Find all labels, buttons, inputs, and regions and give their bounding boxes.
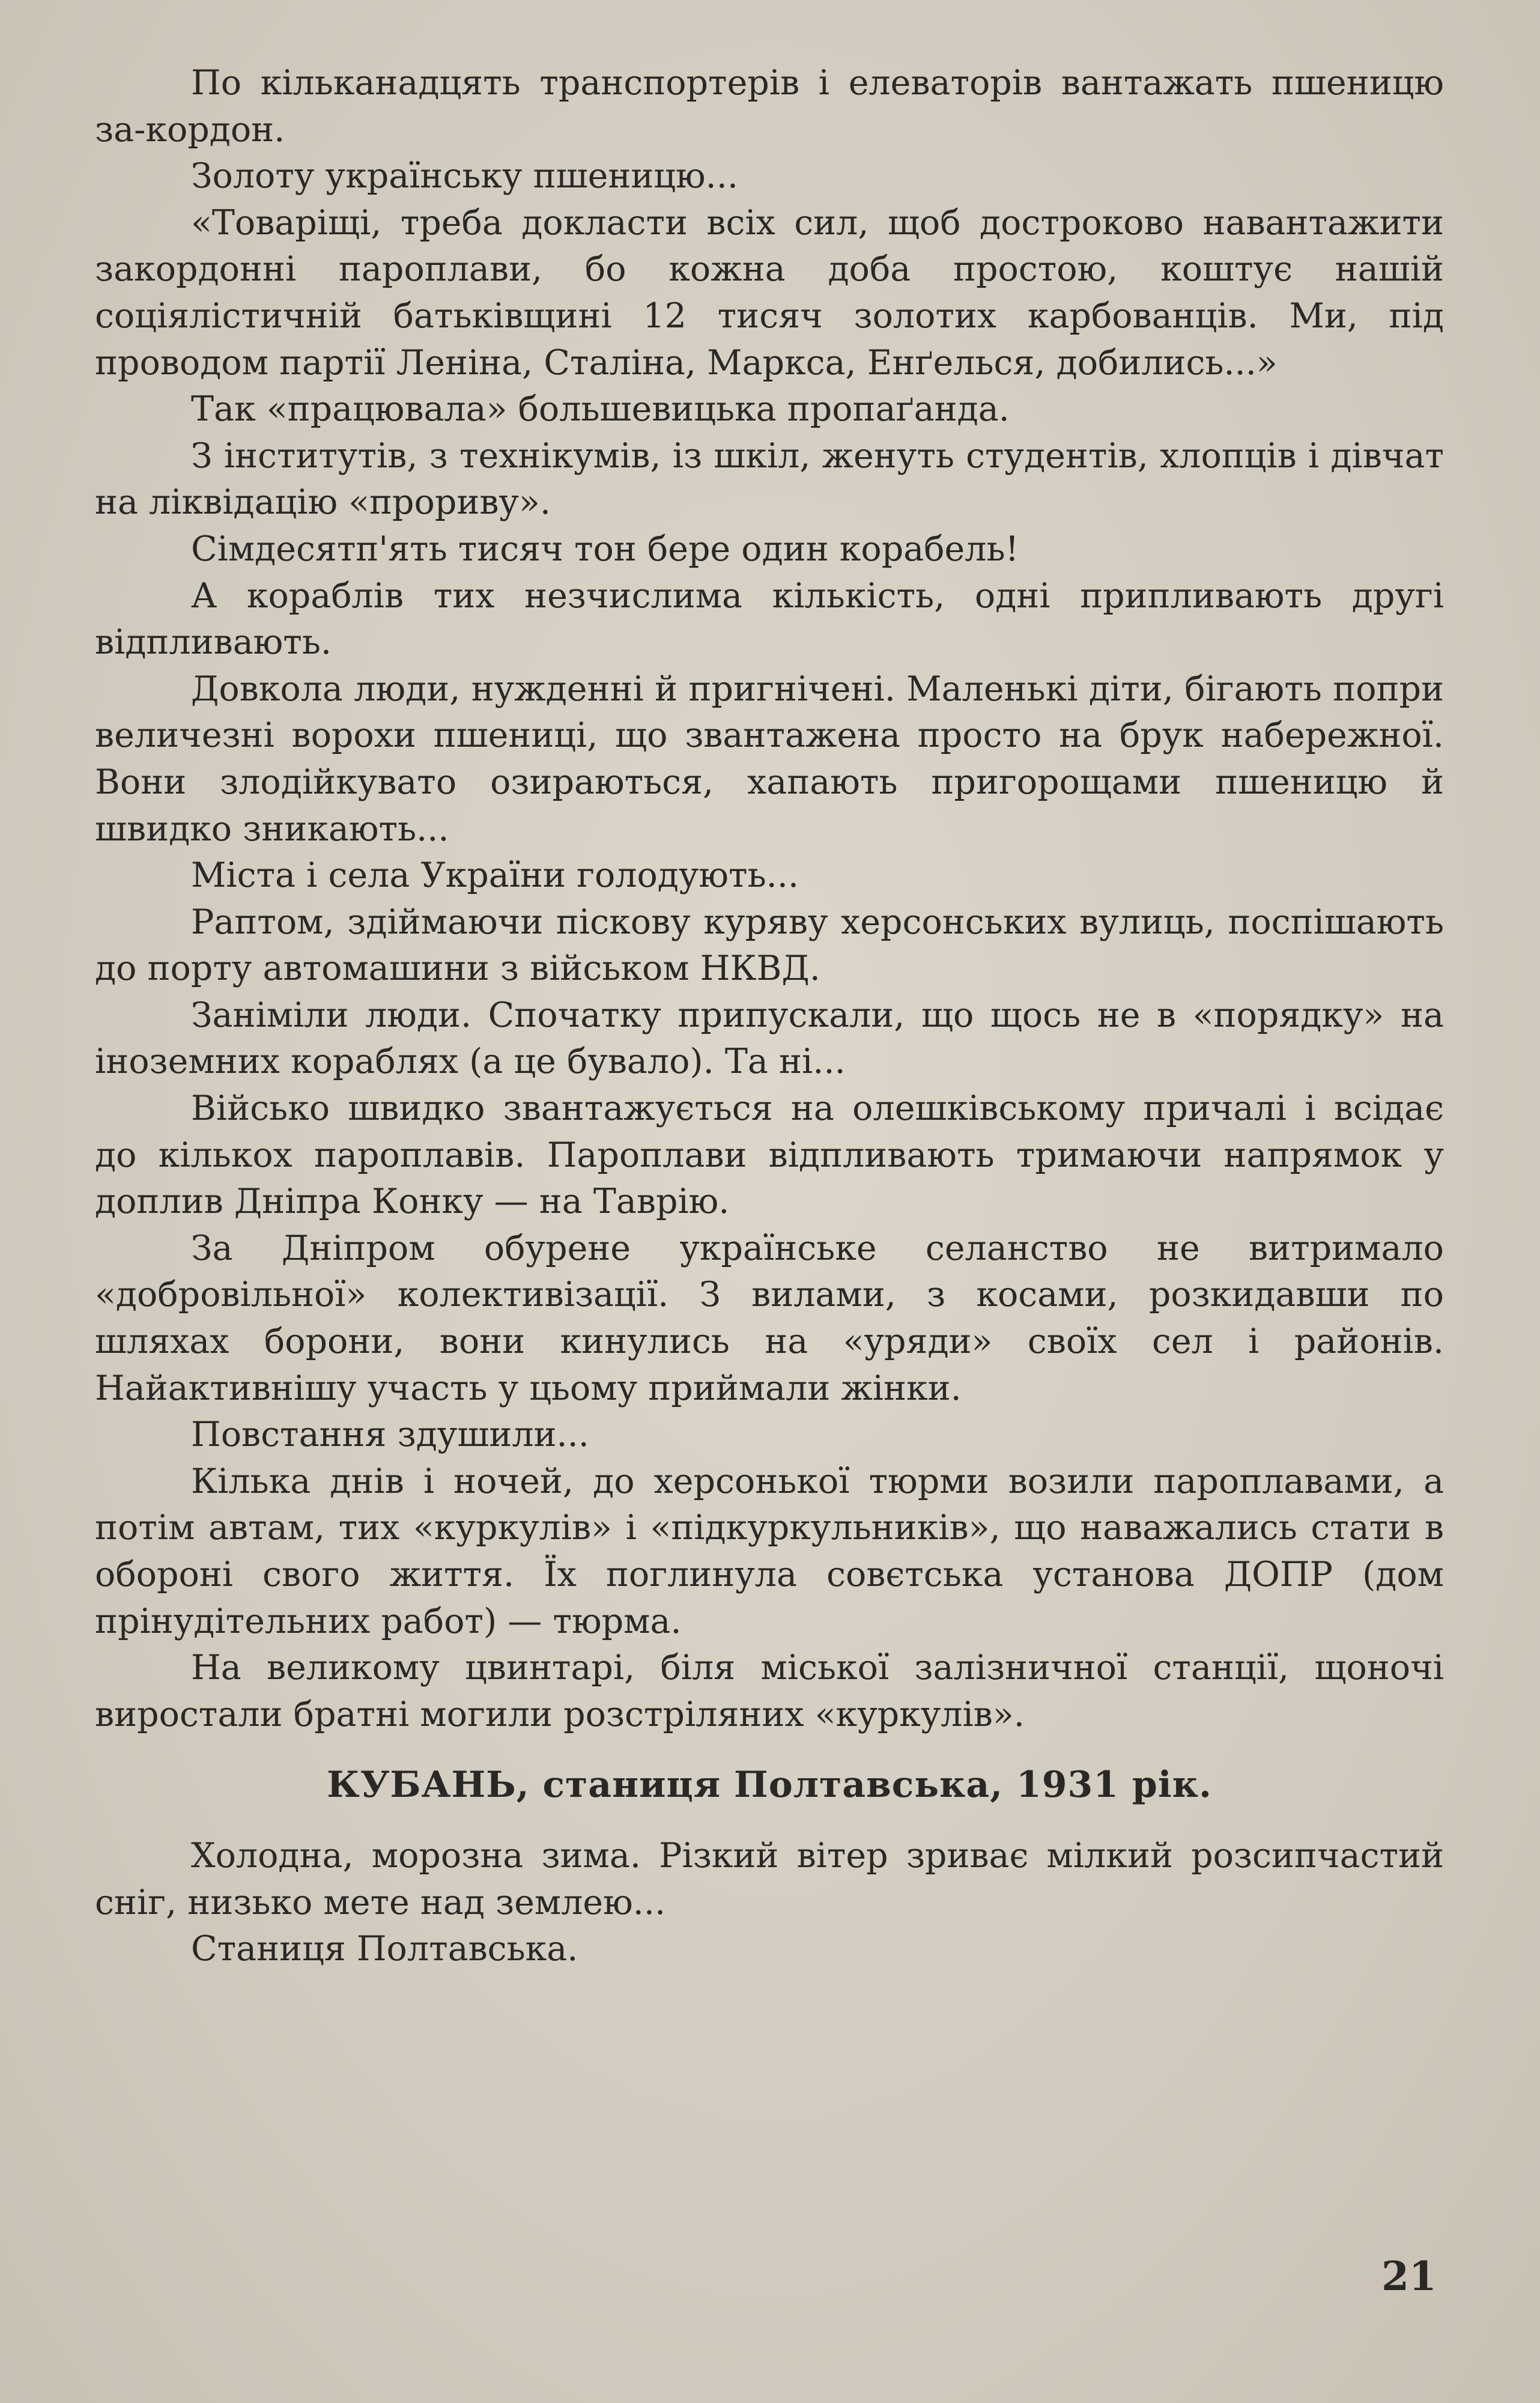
section-heading: КУБАНЬ, станиця Полтавська, 1931 рік.: [327, 1764, 1212, 1806]
paragraph: Так «працювала» большевицька пропаґанда.: [191, 389, 1010, 430]
page-body-text: [95, 60, 1444, 1973]
page-number: 21: [1381, 2253, 1437, 2300]
paragraph: Повстання здушили...: [191, 1415, 589, 1455]
paragraph: Станиця Полтавська.: [191, 1929, 578, 1969]
paragraph: По кільканадцять транспортерів і елеваторів вантажать пшеницю за-кордон.: [95, 63, 1444, 150]
paragraph: Військо швидко звантажується на олешківському причалі і всідає до кількох пароплавів. Пароплави відпливають тримаючи напрямок у доплив Дніпра Конку — на Таврію.: [95, 1089, 1444, 1222]
paragraph: Сімдесятп'ять тисяч тон бере один корабель!: [191, 529, 1019, 569]
paragraph: Золоту українську пшеницю...: [191, 156, 738, 196]
paragraph: А кораблів тих незчислима кількість, одні припливають другі відпливають.: [95, 576, 1444, 663]
paragraph: За Дніпром обурене українське селанство не витримало «добровільної» колективізації. З вилами, з косами, розкидавши по шляхах борони, вони кинулись на «уряди» своїх сел і районів. Найактивнішу участь у цьому приймали жінки.: [95, 1228, 1444, 1408]
paragraph: Довкола люди, нужденні й пригнічені. Маленькі діти, бігають попри величезні ворохи пшениці, що звантажена просто на брук набережної. Вони злодійкувато озираються, хапають пригорощами пшеницю й швидко зникають...: [95, 669, 1444, 849]
paragraph: Раптом, здіймаючи піскову куряву херсонських вулиць, поспішають до порту автомашини з військом НКВД.: [95, 902, 1444, 989]
paragraph: Міста і села України голодують...: [191, 855, 799, 896]
paragraph: Кілька днів і ночей, до херсонької тюрми возили пароплавами, а потім автам, тих «куркулів» і «підкуркульників», що наважались стати в обороні свого життя. Їх поглинула совєтська установа ДОПР (дом прінудітельних работ) — тюрма.: [95, 1461, 1444, 1641]
paragraph: На великому цвинтарі, біля міської залізничної станції, щоночі виростали братні могили розстріляних «куркулів».: [95, 1648, 1444, 1734]
paragraph: Холодна, морозна зима. Різкий вітер зриває мілкий розсипчастий сніг, низько мете над землею...: [95, 1835, 1444, 1922]
paragraph: Заніміли люди. Спочатку припускали, що щось не в «порядку» на іноземних кораблях (а це бувало). Та ні...: [95, 995, 1444, 1082]
paragraph: «Товаріщі, треба докласти всіх сил, щоб достроково навантажити закордонні пароплави, бо кожна доба простою, коштує нашій соціялістичній батьківщині 12 тисяч золотих карбованців. Ми, під проводом партії Леніна, Сталіна, Маркса, Енґелься, добились...»: [95, 202, 1444, 383]
paragraph: З інститутів, з технікумів, із шкіл, женуть студентів, хлопців і дівчат на ліквідацію «прориву».: [95, 436, 1444, 523]
